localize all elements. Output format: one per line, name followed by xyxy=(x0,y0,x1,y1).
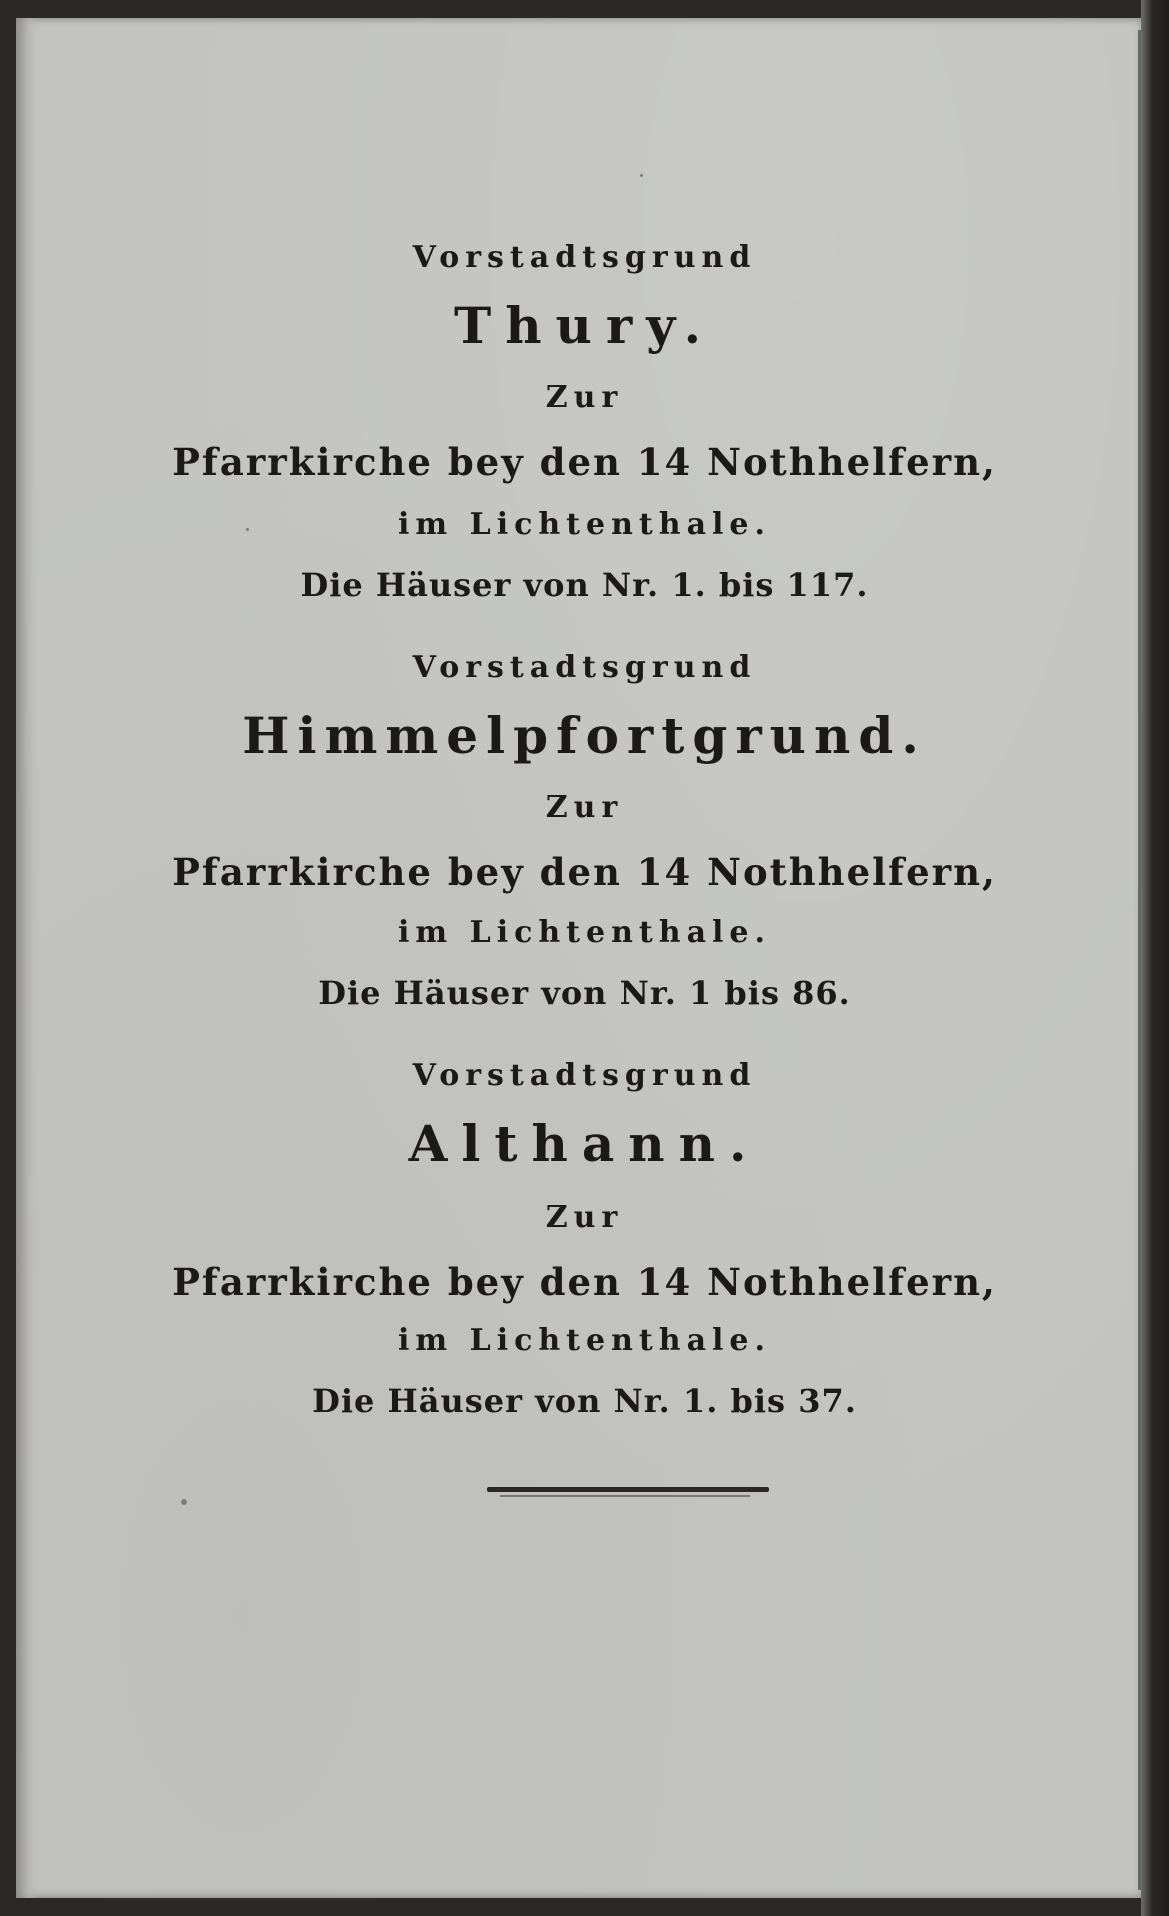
zur-line: Zur xyxy=(545,1200,624,1235)
church-line: Pfarrkirche bey den 14 Nothhelfern, xyxy=(172,850,997,894)
houses-range: Die Häuser von Nr. 1 bis 86. xyxy=(318,974,851,1012)
closing-rule-shadow xyxy=(500,1495,750,1497)
houses-range: Die Häuser von Nr. 1. bis 117. xyxy=(300,566,869,604)
district-label: Vorstadtsgrund xyxy=(412,240,757,275)
place-line: im Lichtenthale. xyxy=(398,507,771,542)
district-name: Thury. xyxy=(454,296,715,355)
church-line: Pfarrkirche bey den 14 Nothhelfern, xyxy=(172,440,997,484)
book-binding xyxy=(1141,0,1169,1916)
zur-line: Zur xyxy=(545,790,624,825)
church-line: Pfarrkirche bey den 14 Nothhelfern, xyxy=(172,1260,997,1304)
place-line: im Lichtenthale. xyxy=(398,915,771,950)
houses-range: Die Häuser von Nr. 1. bis 37. xyxy=(312,1382,857,1420)
ink-speck xyxy=(181,1499,187,1505)
ink-speck xyxy=(640,174,643,177)
zur-line: Zur xyxy=(545,380,624,415)
district-label: Vorstadtsgrund xyxy=(412,650,757,685)
district-name: Althann. xyxy=(408,1114,761,1173)
closing-rule xyxy=(487,1487,769,1492)
place-line: im Lichtenthale. xyxy=(398,1323,771,1358)
district-name: Himmelpfortgrund. xyxy=(242,706,927,765)
district-label: Vorstadtsgrund xyxy=(412,1058,757,1093)
